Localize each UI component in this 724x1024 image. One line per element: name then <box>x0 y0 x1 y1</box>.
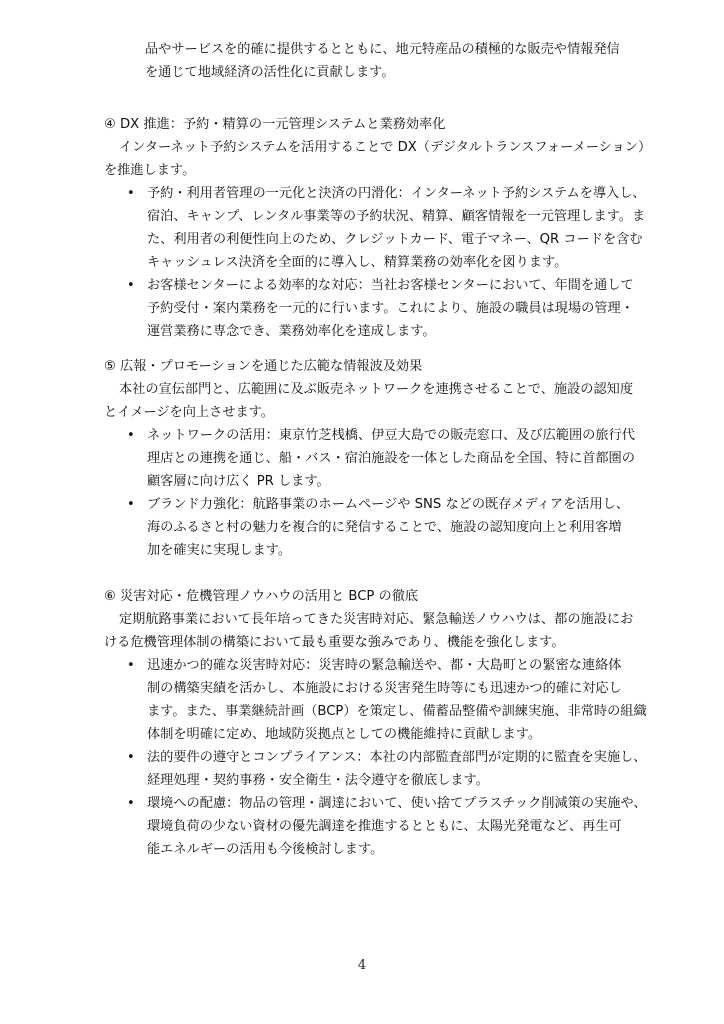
bullet-text: 法的要件の遵守とコンプライアンス：本社の内部監査部門が定期的に監査を実施し、 <box>147 750 647 765</box>
bullet-text: た、利用者の利便性向上のため、クレジットカード、電子マネー、QR コードを含む <box>147 232 643 247</box>
section-lead: インターネット予約システムを活用することで DX（デジタルトランスフォーメーション） <box>119 140 652 155</box>
bullet-text: 制の構築実績を活かし、本施設における災害発生時等にも迅速かつ的確に対応し <box>147 681 622 696</box>
bullet-text: 経理処理・契約事務・安全衛生・法令遵守を徹底します。 <box>147 773 489 788</box>
bullet-text: 海のふるさと村の魅力を複合的に発信することで、施設の認知度向上と利用客増 <box>147 520 622 535</box>
bullet-text: 加を確実に実現します。 <box>147 543 292 558</box>
bullet-marker: • <box>127 750 135 765</box>
bullet-text: キャッシュレス決済を全面的に導入し、精算業務の効率化を図ります。 <box>147 255 568 270</box>
bullet-text: 宿泊、キャンプ、レンタル事業等の予約状況、精算、顧客情報を一元管理します。ま <box>147 209 646 224</box>
section-lead: ける危機管理体制の構築において最も重要な強みであり、機能を強化します。 <box>104 635 565 650</box>
bullet-marker: • <box>127 497 135 512</box>
bullet-marker: • <box>127 796 135 811</box>
bullet-text: お客様センターによる効率的な対応：当社お客様センターにおいて、年間を通して <box>147 278 634 293</box>
bullet-text: 予約受付・案内業務を一元的に行います。これにより、施設の職員は現場の管理・ <box>147 301 634 316</box>
bullet-text: 予約・利用者管理の一元化と決済の円滑化：インターネット予約システムを導入し、 <box>147 186 646 201</box>
section-heading: ⑥ 災害対応・危機管理ノウハウの活用と BCP の徹底 <box>104 589 419 604</box>
bullet-text: 理店との連携を通じ、船・バス・宿泊施設を一体とした商品を全国、特に首都圏の <box>147 451 635 466</box>
intro-line: 品やサービスを的確に提供するとともに、地元特産品の積極的な販売や情報発信 <box>145 42 620 57</box>
bullet-text: 環境への配慮：物品の管理・調達において、使い捨てプラスチック削減策の実施や、 <box>147 796 647 811</box>
bullet-marker: • <box>127 278 135 293</box>
bullet-text: 運営業務に専念でき、業務効率化を達成します。 <box>147 324 436 339</box>
bullet-text: ブランド力強化：航路事業のホームページや SNS などの既存メディアを活用し、 <box>147 497 630 512</box>
bullet-marker: • <box>127 428 135 443</box>
section-lead: とイメージを向上させます。 <box>104 405 274 420</box>
section-lead: 定期航路事業において長年培ってきた災害時対応、緊急輸送ノウハウは、都の施設にお <box>119 612 634 627</box>
bullet-text: ネットワークの活用：東京竹芝桟橋、伊豆大島での販売窓口、及び広範囲の旅行代 <box>147 428 635 443</box>
section-heading: ④ DX 推進：予約・精算の一元管理システムと業務効率化 <box>104 117 446 132</box>
bullet-text: 体制を明確に定め、地域防災拠点としての機能維持に貢献します。 <box>147 727 542 742</box>
bullet-text: 能エネルギーの活用も今後検討します。 <box>147 842 384 857</box>
bullet-text: 迅速かつ的確な災害時対応：災害時の緊急輸送や、都・大島町との緊密な連絡体 <box>147 658 622 673</box>
bullet-marker: • <box>127 658 135 673</box>
section-heading: ⑤ 広報・プロモーションを通じた広範な情報波及効果 <box>104 359 423 374</box>
section-lead: を推進します。 <box>104 163 196 178</box>
bullet-text: 環境負荷の少ない資材の優先調達を推進するとともに、太陽光発電など、再生可 <box>147 819 622 834</box>
bullet-text: 顧客層に向け広く PR します。 <box>147 474 330 489</box>
bullet-text: ます。また、事業継続計画（BCP）を策定し、備蓄品整備や訓練実施、非常時の組織 <box>147 704 647 719</box>
bullet-marker: • <box>127 186 135 201</box>
page-number: 4 <box>357 958 367 973</box>
section-lead: 本社の宣伝部門と、広範囲に及ぶ販売ネットワークを連携させることで、施設の認知度 <box>119 382 634 397</box>
intro-line: を通じて地域経済の活性化に貢献します。 <box>145 65 395 80</box>
